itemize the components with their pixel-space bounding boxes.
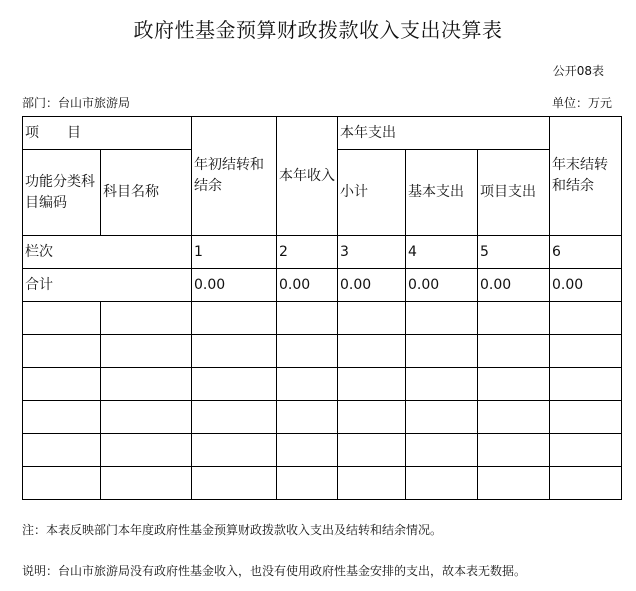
department-label: 部门：台山市旅游局 — [22, 96, 131, 110]
empty-row — [23, 302, 622, 335]
column-number: 2 — [277, 236, 338, 269]
header-current-expense: 本年支出 — [338, 117, 550, 150]
total-value: 0.00 — [406, 269, 478, 302]
empty-row — [23, 368, 622, 401]
column-number: 6 — [550, 236, 622, 269]
total-value: 0.00 — [277, 269, 338, 302]
unit-label: 单位：万元 — [551, 96, 612, 110]
header-subject-name: 科目名称 — [101, 150, 192, 236]
header-basic-expense: 基本支出 — [406, 150, 478, 236]
report-title: 政府性基金预算财政拨款收入支出决算表 — [133, 18, 503, 42]
column-number: 5 — [478, 236, 550, 269]
total-value: 0.00 — [478, 269, 550, 302]
header-current-income: 本年收入 — [277, 117, 338, 236]
header-project-expense: 项目支出 — [478, 150, 550, 236]
total-value: 0.00 — [338, 269, 406, 302]
form-code: 公开08表 — [552, 64, 604, 78]
column-number: 3 — [338, 236, 406, 269]
column-number: 4 — [406, 236, 478, 269]
header-end-balance: 年末结转和结余 — [550, 117, 622, 236]
total-value: 0.00 — [192, 269, 277, 302]
header-func-code: 功能分类科目编码 — [23, 150, 101, 236]
header-subtotal: 小计 — [338, 150, 406, 236]
column-number-label: 栏次 — [23, 236, 192, 269]
empty-row — [23, 467, 622, 500]
header-item: 项 目 — [23, 117, 192, 150]
total-label: 合计 — [23, 269, 192, 302]
empty-row — [23, 335, 622, 368]
empty-row — [23, 401, 622, 434]
footnote: 注：本表反映部门本年度政府性基金预算财政拨款收入支出及结转和结余情况。 — [22, 523, 443, 537]
column-number: 1 — [192, 236, 277, 269]
report-table — [22, 116, 622, 500]
total-value: 0.00 — [550, 269, 622, 302]
empty-row — [23, 434, 622, 467]
header-begin-balance: 年初结转和结余 — [192, 117, 277, 236]
explanation: 说明：台山市旅游局没有政府性基金收入，也没有使用政府性基金安排的支出，故本表无数据。 — [22, 564, 527, 578]
